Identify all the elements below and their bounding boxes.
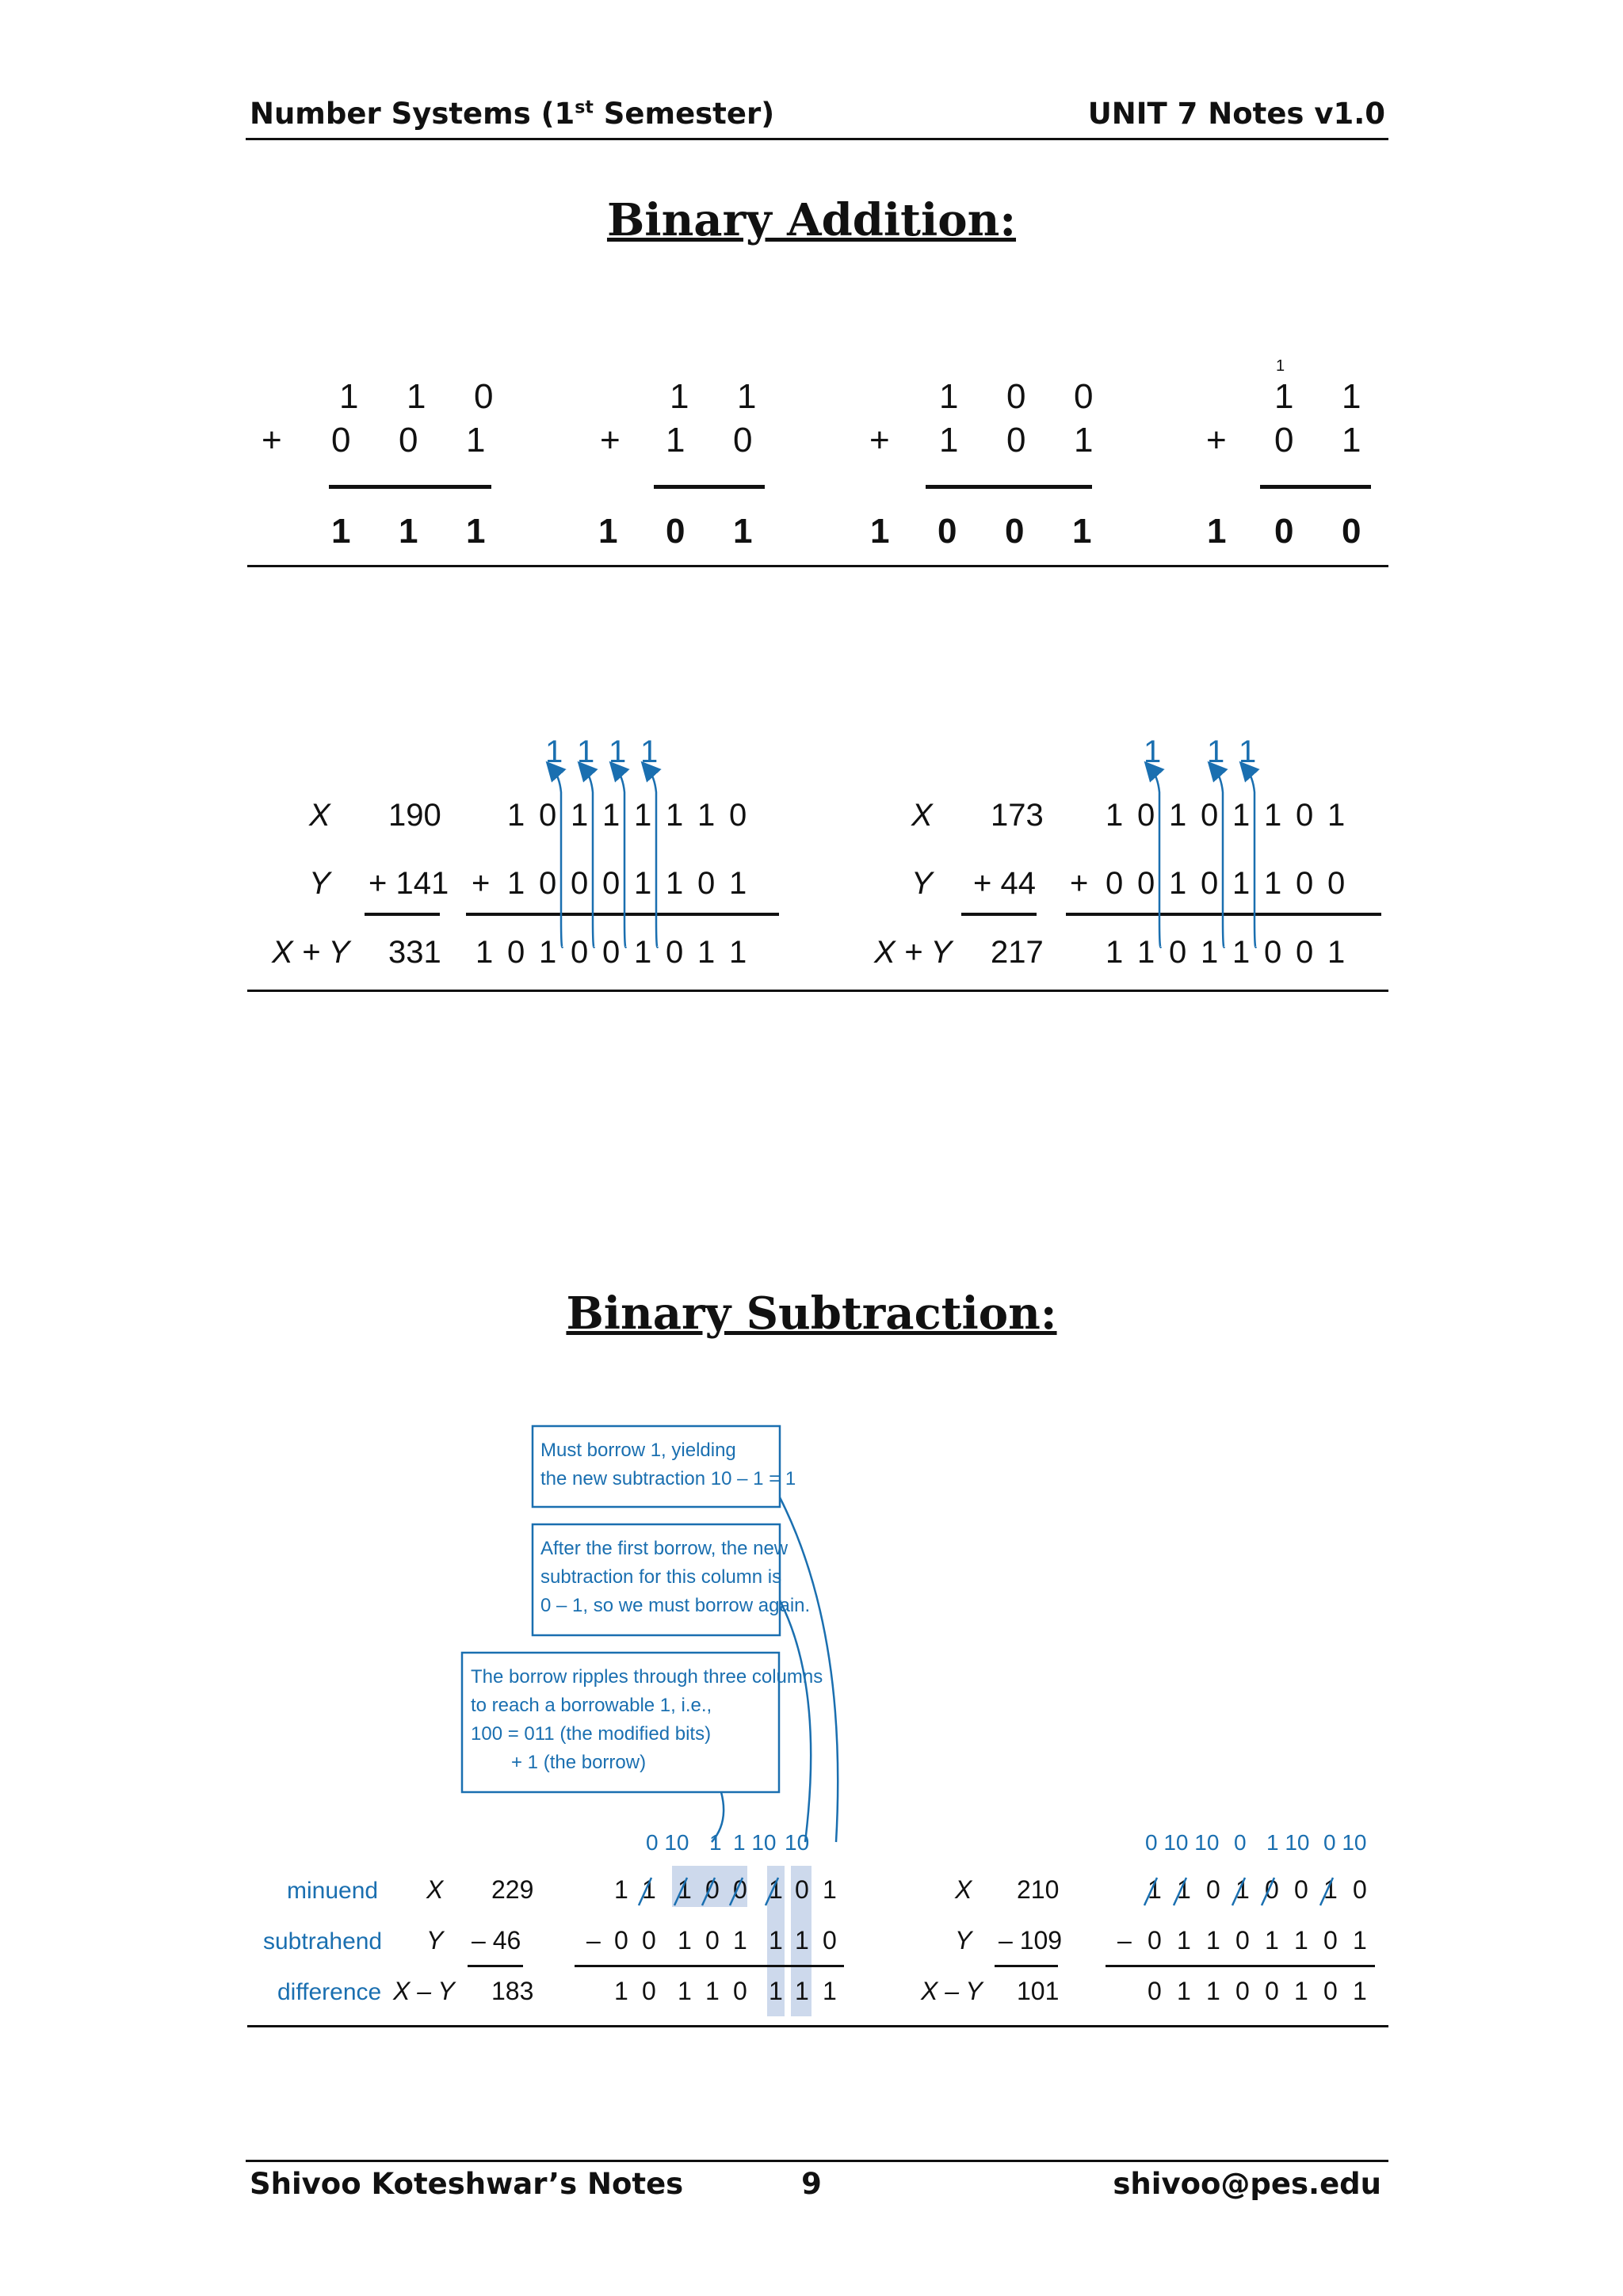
callout-2-line-3: 0 – 1, so we must borrow again.	[540, 1595, 811, 1616]
carry-addition-2	[873, 734, 1381, 970]
bit: 1	[1232, 798, 1251, 833]
digit: 1	[1072, 512, 1092, 551]
bit: 1	[1177, 1875, 1191, 1904]
bit: 0	[539, 798, 557, 833]
bit: 1	[1177, 1977, 1191, 2005]
callout-1-line-2: the new subtraction 10 – 1 = 1	[540, 1468, 796, 1489]
bit: 1	[666, 866, 684, 901]
carry-digit: 1	[577, 734, 595, 769]
digit: 1	[331, 512, 351, 551]
label-x: X	[955, 1875, 972, 1904]
digit: 1	[939, 377, 959, 416]
borrow-row	[1145, 1830, 1367, 1855]
simple-addition-1	[262, 377, 493, 551]
callout-3-line-4: + 1 (the borrow)	[511, 1752, 647, 1773]
bit: 1	[769, 1926, 783, 1955]
bit: 0	[795, 1875, 809, 1904]
digit: 0	[1342, 512, 1361, 551]
addition-title: Binary Addition:	[606, 194, 1017, 246]
difference-rule	[575, 1965, 844, 1967]
x-bits	[1106, 798, 1345, 833]
bit: 1	[697, 935, 716, 970]
subtraction-title: Binary Subtraction:	[566, 1287, 1057, 1340]
decimal-sum: 331	[388, 935, 441, 970]
bit: 1	[642, 1875, 656, 1904]
carry-arrows	[552, 769, 658, 948]
bit: 1	[1106, 798, 1124, 833]
digit: 0	[666, 512, 685, 551]
footer-left: Shivoo Koteshwar’s Notes	[250, 2167, 684, 2201]
digit: 1	[598, 512, 618, 551]
y-bits	[586, 1926, 837, 1955]
bit: 0	[642, 1977, 656, 2005]
bit: 1	[678, 1875, 692, 1904]
bit: 1	[1294, 1926, 1308, 1955]
sum-bits	[475, 935, 747, 970]
decimal-diff: 183	[491, 1977, 534, 2005]
bit: 1	[705, 1977, 720, 2005]
plus-sign: +	[262, 421, 282, 460]
carry-digit: 1	[545, 734, 563, 769]
bit: 1	[1206, 1926, 1220, 1955]
digit: 0	[399, 421, 418, 460]
digit: 0	[1274, 421, 1294, 460]
bit: +	[1070, 866, 1089, 901]
carry-digit: 1	[1207, 734, 1225, 769]
bit: 0	[705, 1875, 720, 1904]
digit: 1	[733, 512, 753, 551]
digit: 1	[466, 512, 486, 551]
bit: 0	[1323, 1926, 1338, 1955]
simple-additions	[246, 349, 1395, 570]
carry-digit: 1	[640, 734, 659, 769]
bit: 0	[1137, 798, 1155, 833]
bit: 0	[1148, 1977, 1162, 2005]
digit: 1	[666, 421, 685, 460]
label-subtrahend: subtrahend	[263, 1928, 383, 1955]
bit: 1	[678, 1977, 692, 2005]
bit: 1	[1206, 1977, 1220, 2005]
bit: 1	[634, 935, 652, 970]
bit: 1	[614, 1977, 628, 2005]
simple-addition-4	[1206, 357, 1371, 551]
sum-rule	[329, 485, 491, 489]
sum-rule	[926, 485, 1092, 489]
addition-rule-2	[247, 990, 1388, 992]
bit: –	[586, 1926, 601, 1955]
carry-arrow	[552, 769, 563, 948]
bit: 1	[823, 1977, 837, 2005]
carry-arrow	[1151, 769, 1161, 948]
bit: 1	[634, 866, 652, 901]
carry-row	[545, 734, 658, 769]
borrow-digits: 0 10	[646, 1830, 689, 1855]
label-sum: X + Y	[272, 935, 350, 970]
bit: 0	[1294, 1875, 1308, 1904]
label-diff: X – Y	[921, 1977, 983, 2005]
label-x: X	[309, 798, 330, 833]
bit: 0	[666, 935, 684, 970]
decimal-x: 210	[1017, 1875, 1060, 1904]
carry-arrows	[1151, 769, 1256, 948]
bit: 1	[1137, 935, 1155, 970]
bit: 0	[1323, 1977, 1338, 2005]
bit: 1	[1232, 866, 1251, 901]
decimal-rule	[961, 913, 1037, 916]
callout-3-line-3: 100 = 011 (the modified bits)	[471, 1723, 712, 1745]
borrow-row	[646, 1830, 809, 1855]
digit: 0	[1274, 512, 1294, 551]
digit: 0	[331, 421, 351, 460]
carry-arrow	[1246, 769, 1256, 948]
bit: 1	[1265, 1926, 1279, 1955]
bit: 0	[1169, 935, 1187, 970]
decimal-rule	[468, 1965, 523, 1967]
borrow-digits: 0 10 10	[1145, 1830, 1220, 1855]
bit: 1	[666, 798, 684, 833]
bit: 1	[1201, 935, 1219, 970]
header-sup: st	[575, 97, 594, 118]
bit: 0	[571, 866, 589, 901]
carry-digit: 1	[1239, 734, 1257, 769]
carry-digit: 1	[1276, 357, 1285, 375]
bit: 1	[733, 1926, 747, 1955]
plus-sign: +	[1206, 421, 1227, 460]
bit: 0	[1235, 1926, 1250, 1955]
decimal-y: – 109	[999, 1926, 1063, 1955]
label-y: Y	[309, 866, 330, 901]
difference-rule	[1106, 1965, 1375, 1967]
y-bits	[1117, 1926, 1367, 1955]
bit: 1	[475, 935, 494, 970]
bit: 1	[1235, 1875, 1250, 1904]
label-y: Y	[955, 1926, 972, 1955]
carry-additions	[246, 713, 1395, 998]
callout-box-1	[533, 1426, 780, 1507]
bit: 0	[1148, 1926, 1162, 1955]
callout-3-line-1: The borrow ripples through three columns	[471, 1666, 823, 1688]
bit: 1	[571, 798, 589, 833]
bit: 0	[507, 935, 525, 970]
carry-arrow	[584, 769, 594, 948]
carry-digit: 1	[609, 734, 627, 769]
callout-3-line-2: to reach a borrowable 1, i.e.,	[471, 1695, 712, 1716]
sum-bits	[1106, 935, 1345, 970]
bit: 0	[1327, 866, 1346, 901]
callout-2-line-2: subtraction for this column is	[540, 1566, 782, 1588]
difference-bits	[614, 1977, 837, 2005]
decimal-x: 173	[991, 798, 1044, 833]
carry-row	[1144, 734, 1256, 769]
bit: 0	[1264, 935, 1282, 970]
bit: 0	[823, 1926, 837, 1955]
difference-bits	[1148, 1977, 1367, 2005]
bit: 1	[1264, 866, 1282, 901]
bit: 0	[1235, 1977, 1250, 2005]
bit: 1	[1294, 1977, 1308, 2005]
bit: 1	[1177, 1926, 1191, 1955]
digit: 0	[474, 377, 494, 416]
bit: +	[472, 866, 491, 901]
bit: 1	[1148, 1875, 1162, 1904]
plus-sign: +	[600, 421, 621, 460]
bit: 0	[602, 935, 621, 970]
bit: 1	[1169, 798, 1187, 833]
subtraction-rule	[247, 2025, 1388, 2027]
bit: 0	[602, 866, 621, 901]
y-bits	[472, 866, 747, 901]
carry-addition-1	[271, 734, 779, 970]
bit: 0	[1137, 866, 1155, 901]
digit: 1	[1342, 377, 1361, 416]
decimal-x: 190	[388, 798, 441, 833]
bit: 0	[1296, 798, 1314, 833]
bit: 1	[823, 1875, 837, 1904]
bit: 1	[769, 1977, 783, 2005]
digit: 0	[1074, 377, 1094, 416]
subtraction-diagram	[246, 1410, 1395, 2036]
bit: 0	[1201, 866, 1219, 901]
bit: 0	[733, 1977, 747, 2005]
decimal-rule	[995, 1965, 1058, 1967]
bit: 1	[697, 798, 716, 833]
digit: 1	[939, 421, 959, 460]
digit: 0	[1006, 377, 1026, 416]
y-bits	[1070, 866, 1345, 901]
digit: 1	[1074, 421, 1094, 460]
decimal-x: 229	[491, 1875, 534, 1904]
digit: 0	[1005, 512, 1025, 551]
x-bits	[507, 798, 747, 833]
bit: 0	[705, 1926, 720, 1955]
callout-1-line-1: Must borrow 1, yielding	[540, 1440, 736, 1461]
callout-2-line-1: After the first borrow, the new	[540, 1538, 789, 1559]
label-minuend: minuend	[287, 1878, 379, 1904]
borrow-digits: 0	[1234, 1830, 1247, 1855]
digit: 1	[1207, 512, 1227, 551]
bit: 0	[1265, 1977, 1279, 2005]
digit: 1	[670, 377, 689, 416]
bit: 1	[1169, 866, 1187, 901]
digit: 1	[1342, 421, 1361, 460]
bit: 0	[733, 1875, 747, 1904]
bit: 1	[729, 935, 747, 970]
label-x: X	[911, 798, 933, 833]
digit: 1	[1274, 377, 1294, 416]
bit: 0	[1106, 866, 1124, 901]
header-right-title: UNIT 7 Notes v1.0	[1087, 97, 1385, 131]
borrow-digits: 1 10	[1266, 1830, 1310, 1855]
bit: 1	[507, 866, 525, 901]
footer-rule	[246, 2160, 1388, 2162]
bit: 1	[729, 866, 747, 901]
bit: 1	[1327, 798, 1346, 833]
label-y: Y	[426, 1926, 444, 1955]
carry-digit: 1	[1144, 734, 1162, 769]
label-sum: X + Y	[874, 935, 953, 970]
bit: 0	[1201, 798, 1219, 833]
decimal-y: – 46	[472, 1926, 521, 1955]
bit: 0	[697, 866, 716, 901]
bit: 0	[642, 1926, 656, 1955]
bit: 0	[1206, 1875, 1220, 1904]
bit: 0	[1296, 935, 1314, 970]
sum-rule	[654, 485, 765, 489]
row-labels	[263, 1878, 382, 2005]
borrow-digits: 0 10	[1323, 1830, 1367, 1855]
bit: 0	[1353, 1875, 1367, 1904]
borrow-digits: 1	[709, 1830, 722, 1855]
digit: 1	[407, 377, 426, 416]
bit: 1	[539, 935, 557, 970]
bit: 1	[1323, 1875, 1338, 1904]
decimal-y: + 44	[973, 866, 1036, 901]
label-diff: X – Y	[393, 1977, 455, 2005]
bit: 1	[795, 1926, 809, 1955]
footer-right: shivoo@pes.edu	[1113, 2167, 1381, 2201]
carry-arrow	[647, 769, 658, 948]
decimal-y: + 141	[369, 866, 449, 901]
bit: 1	[507, 798, 525, 833]
bit: –	[1117, 1926, 1132, 1955]
bit: 0	[1296, 866, 1314, 901]
carry-arrow	[616, 769, 626, 948]
label-difference: difference	[277, 1979, 382, 2005]
bit: 0	[614, 1926, 628, 1955]
digit: 1	[339, 377, 359, 416]
subtraction-example-2	[920, 1830, 1375, 2005]
bit: 1	[1232, 935, 1251, 970]
decimal-rule	[365, 913, 440, 916]
header-rule	[246, 138, 1388, 140]
digit: 0	[733, 421, 753, 460]
bit: 1	[634, 798, 652, 833]
bit: 1	[1353, 1926, 1367, 1955]
simple-addition-3	[869, 377, 1093, 551]
bit: 0	[539, 866, 557, 901]
digit: 1	[870, 512, 890, 551]
plus-sign: +	[869, 421, 890, 460]
digit: 1	[737, 377, 757, 416]
bit: 1	[1106, 935, 1124, 970]
bit: 1	[1264, 798, 1282, 833]
addition-rule-1	[247, 565, 1388, 567]
sum-rule	[466, 913, 779, 916]
bit: 1	[769, 1875, 783, 1904]
label-x: X	[426, 1875, 444, 1904]
decimal-sum: 217	[991, 935, 1044, 970]
carry-arrow	[1214, 769, 1224, 948]
sum-rule	[1260, 485, 1371, 489]
bit: 0	[729, 798, 747, 833]
bit: 1	[678, 1926, 692, 1955]
bit: 1	[602, 798, 621, 833]
borrow-digits: 1 10	[733, 1830, 777, 1855]
digit: 0	[1006, 421, 1026, 460]
page-number: 9	[801, 2167, 822, 2201]
header-left-title: Number Systems (1st Semester)	[250, 97, 775, 131]
digit: 0	[938, 512, 957, 551]
simple-addition-2	[598, 377, 765, 551]
decimal-diff: 101	[1017, 1977, 1060, 2005]
digit: 1	[399, 512, 418, 551]
bit: 0	[1265, 1875, 1279, 1904]
bit: 1	[614, 1875, 628, 1904]
bit: 0	[571, 935, 589, 970]
bit: 1	[1327, 935, 1346, 970]
label-y: Y	[911, 866, 933, 901]
borrow-digits: 10	[785, 1830, 810, 1855]
bit: 1	[1353, 1977, 1367, 2005]
bit: 1	[795, 1977, 809, 2005]
callout-leader-2	[780, 1600, 811, 1842]
digit: 1	[466, 421, 486, 460]
